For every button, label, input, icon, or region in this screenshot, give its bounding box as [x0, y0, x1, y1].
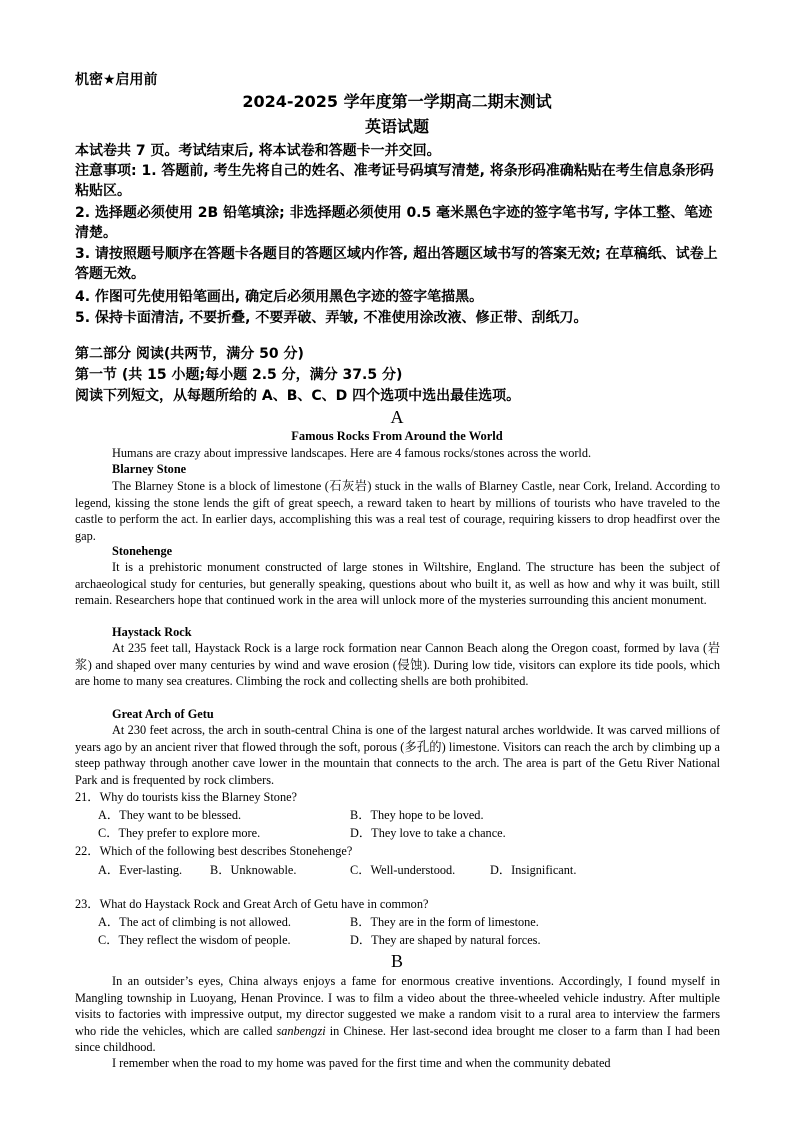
option-23-d: D．They are shaped by natural forces. — [350, 933, 541, 947]
secret-mark: 机密★启用前 — [75, 72, 158, 88]
notice-5: 5. 保持卡面清洁, 不要折叠, 不要弄破、弄皱, 不准使用涂改液、修正带、刮纸刀。 — [75, 310, 588, 326]
notice-1: 注意事项: 1. 答题前, 考生先将自己的姓名、准考证号码填写清楚, 将条形码准确粘贴在考生信息条形码粘贴区。 — [75, 163, 714, 199]
paragraph-blarney-stone: The Blarney Stone is a block of limestone (石灰岩) stuck in the walls of Blarney Castle, near Cork, Ireland. According to legend, kissing the stone lends the gift of great speech, a reward taken to heart by millions of tourists who have traveled to the castle to perform the act. In earlier days, accomplishing this was a real test of courage, requiring kissers to drop headfirst over the gap. — [75, 479, 720, 543]
notice-4: 4. 作图可先使用铅笔画出, 确定后必须用黑色字迹的签字笔描黑。 — [75, 289, 484, 305]
option-22-b: B．Unknowable. — [210, 863, 297, 877]
notice-3: 3. 请按照题号顺序在答题卡各题目的答题区域内作答, 超出答题区域书写的答案无效; 在草稿纸、试卷上答题无效。 — [75, 246, 718, 282]
heading-haystack-rock: Haystack Rock — [112, 625, 192, 639]
paragraph-great-arch: At 230 feet across, the arch in south-central China is one of the largest natural arches worldwide. It was carved millions of years ago by an ancient river that flowed through the soft, porous (多孔的) limestone. Visitors can reach the arch by climbing up a steep pathway through another cave lower in the mountain that connects to the arch. The area is part of the Getu River National Park and is frequented by rock climbers. — [75, 723, 720, 787]
section-sub-heading: 第一节 (共 15 小题;每小题 2.5 分，满分 37.5 分) — [75, 367, 403, 383]
option-22-a: A．Ever-lasting. — [98, 863, 183, 877]
heading-blarney-stone: Blarney Stone — [112, 462, 187, 476]
passage-a-intro: Humans are crazy about impressive landscapes. Here are 4 famous rocks/stones across the world. — [112, 446, 592, 460]
passage-b-p1-start: In an outsider’s eyes, China always enjoys a fame for enormous creative inventions. Accordingly, I found myself in Mangling township in Luoyang, Henan Province. I was to film a video about the three-wheeled vehicle industry. After multiple visits to factories with impressive output, my director suggested we make a random visit to a rural area to interview the farmers who ride the vehicles, which are called — [75, 974, 720, 1038]
option-23-b: B．They are in the form of limestone. — [350, 915, 539, 929]
section-part-heading: 第二部分 阅读(共两节，满分 50 分) — [75, 346, 304, 362]
paragraph-stonehenge: It is a prehistoric monument constructed of large stones in Wiltshire, England. The structure has been the subject of archaeological study for centuries, but generally speaking, questions about who built it, as well as how and why it was built, still remain. Researchers hope that continued work in the area will unlock more of the mysteries surrounding this ancient monument. — [75, 560, 720, 607]
exam-title: 2024-2025 学年度第一学期高二期末测试 — [242, 92, 552, 111]
passage-b-paragraph-1 — [75, 973, 720, 1056]
passage-b-paragraph-2: I remember when the road to my home was paved for the first time and when the community debated — [112, 1056, 611, 1070]
instruction-line: 本试卷共 7 页。考试结束后, 将本试卷和答题卡一并交回。 — [75, 143, 441, 159]
option-23-c: C．They reflect the wisdom of people. — [98, 933, 291, 947]
question-23: 23．What do Haystack Rock and Great Arch of Getu have in common? — [75, 897, 429, 911]
question-21: 21．Why do tourists kiss the Blarney Stone? — [75, 790, 298, 804]
notice-2: 2. 选择题必须使用 2B 铅笔填涂; 非选择题必须使用 0.5 毫米黑色字迹的签字笔书写, 字体工整、笔迹清楚。 — [75, 205, 713, 241]
passage-b-p1-end: in Chinese. Her last-second idea brought me closer to a farm than I had been since childhood. — [75, 1023, 720, 1054]
option-21-a: A．They want to be blessed. — [98, 808, 242, 822]
section-direction: 阅读下列短文，从每题所给的 A、B、C、D 四个选项中选出最佳选项。 — [75, 388, 521, 404]
option-22-d: D．Insignificant. — [490, 863, 577, 877]
option-22-c: C．Well-understood. — [350, 863, 456, 877]
passage-a-title: Famous Rocks From Around the World — [291, 429, 503, 443]
option-21-b: B．They hope to be loved. — [350, 808, 484, 822]
heading-great-arch: Great Arch of Getu — [112, 707, 214, 721]
passage-b-letter: B — [390, 951, 403, 971]
question-22: 22．Which of the following best describes Stonehenge? — [75, 844, 353, 858]
option-23-a: A．The act of climbing is not allowed. — [98, 915, 291, 929]
option-21-d: D．They love to take a chance. — [350, 826, 506, 840]
sanbengzi-term: sanbengzi — [276, 1023, 326, 1038]
exam-subtitle: 英语试题 — [364, 117, 429, 136]
option-21-c: C．They prefer to explore more. — [98, 826, 261, 840]
passage-a-letter: A — [390, 407, 404, 427]
paragraph-haystack-rock: At 235 feet tall, Haystack Rock is a large rock formation near Cannon Beach along the Oregon coast, formed by lava (岩浆) and shaped over many centuries by wind and wave erosion (侵蚀). During low tide, visitors can explore its tide pools, which are home to many sea creatures. Climbing the rock and collecting shells are both prohibited. — [75, 641, 720, 688]
heading-stonehenge: Stonehenge — [112, 544, 173, 558]
